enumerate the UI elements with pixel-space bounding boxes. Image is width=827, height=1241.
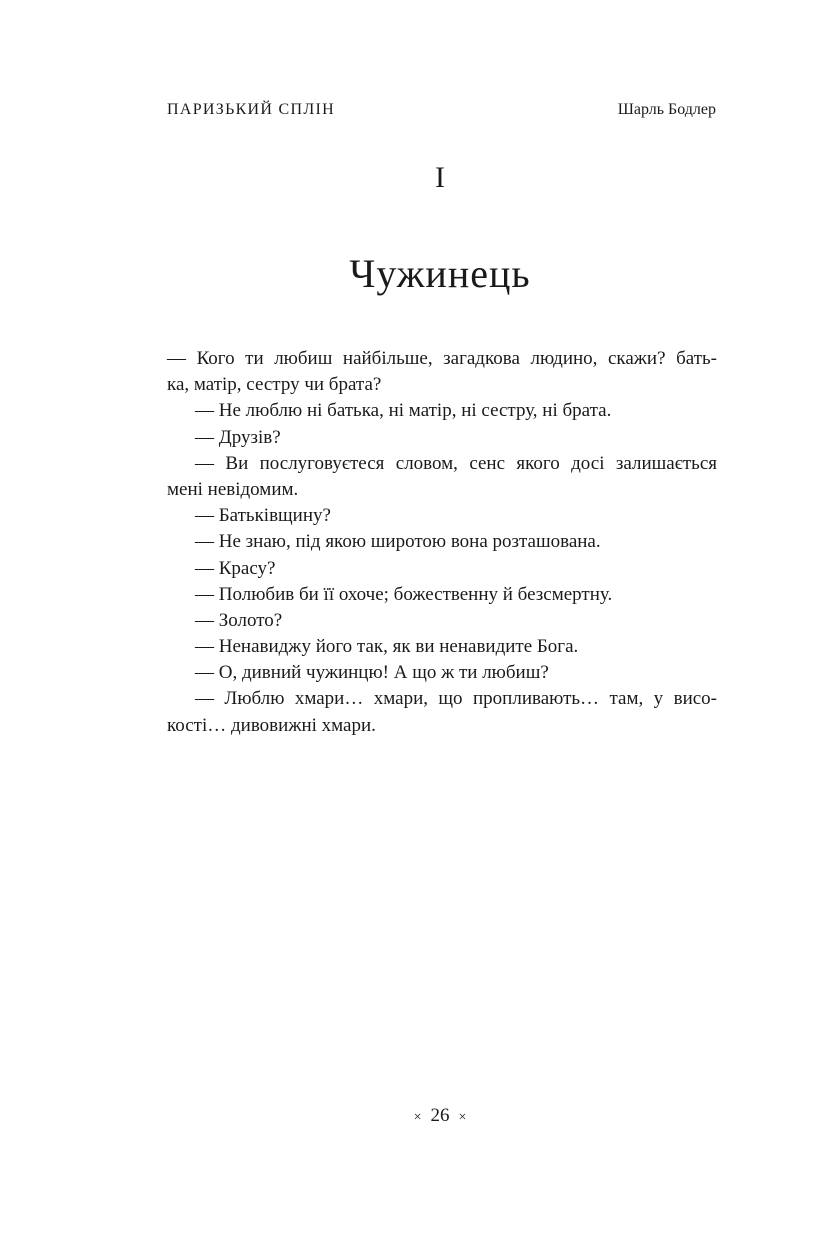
chapter-title: Чужинець bbox=[349, 251, 531, 296]
text-line: — Полюбив би її охоче; божественну й безсмертну. bbox=[195, 583, 613, 605]
text-line: — Не люблю ні батька, ні матір, ні сестру, ні брата. bbox=[195, 400, 612, 422]
text-line: — О, дивний чужинцю! А що ж ти любиш? bbox=[195, 662, 549, 684]
body-text bbox=[167, 346, 717, 739]
page-number: 26 bbox=[430, 1105, 450, 1126]
text-line: — Ненавиджу його так, як ви ненавидите Бога. bbox=[195, 636, 579, 658]
text-line: — Золото? bbox=[195, 609, 283, 631]
text-line: — Батьківщину? bbox=[195, 505, 331, 527]
text-line: — Ви послуговуєтеся словом, сенс якого досі залишається bbox=[195, 452, 717, 474]
text-line: мені невідомим. bbox=[167, 478, 299, 500]
text-line: — Люблю хмари… хмари, що пропливають… там, у висо- bbox=[195, 688, 717, 710]
folio-ornament-left: × bbox=[413, 1110, 422, 1125]
folio-ornament-right: × bbox=[458, 1110, 467, 1125]
page-folio bbox=[0, 1104, 827, 1130]
running-title: ПАРИЗЬКИЙ СПЛІН bbox=[167, 101, 336, 118]
text-line: ка, матір, сестру чи брата? bbox=[167, 374, 382, 396]
chapter-number: I bbox=[435, 161, 445, 194]
running-author: Шарль Бодлер bbox=[617, 101, 716, 118]
text-line: — Кого ти любиш найбільше, загадкова людино, скажи? бать- bbox=[167, 348, 717, 369]
text-line: — Не знаю, під якою широтою вона розташована. bbox=[195, 531, 601, 553]
text-line: кості… дивовижні хмари. bbox=[167, 714, 376, 736]
text-line: — Красу? bbox=[195, 557, 276, 579]
text-line: — Друзів? bbox=[195, 426, 281, 448]
